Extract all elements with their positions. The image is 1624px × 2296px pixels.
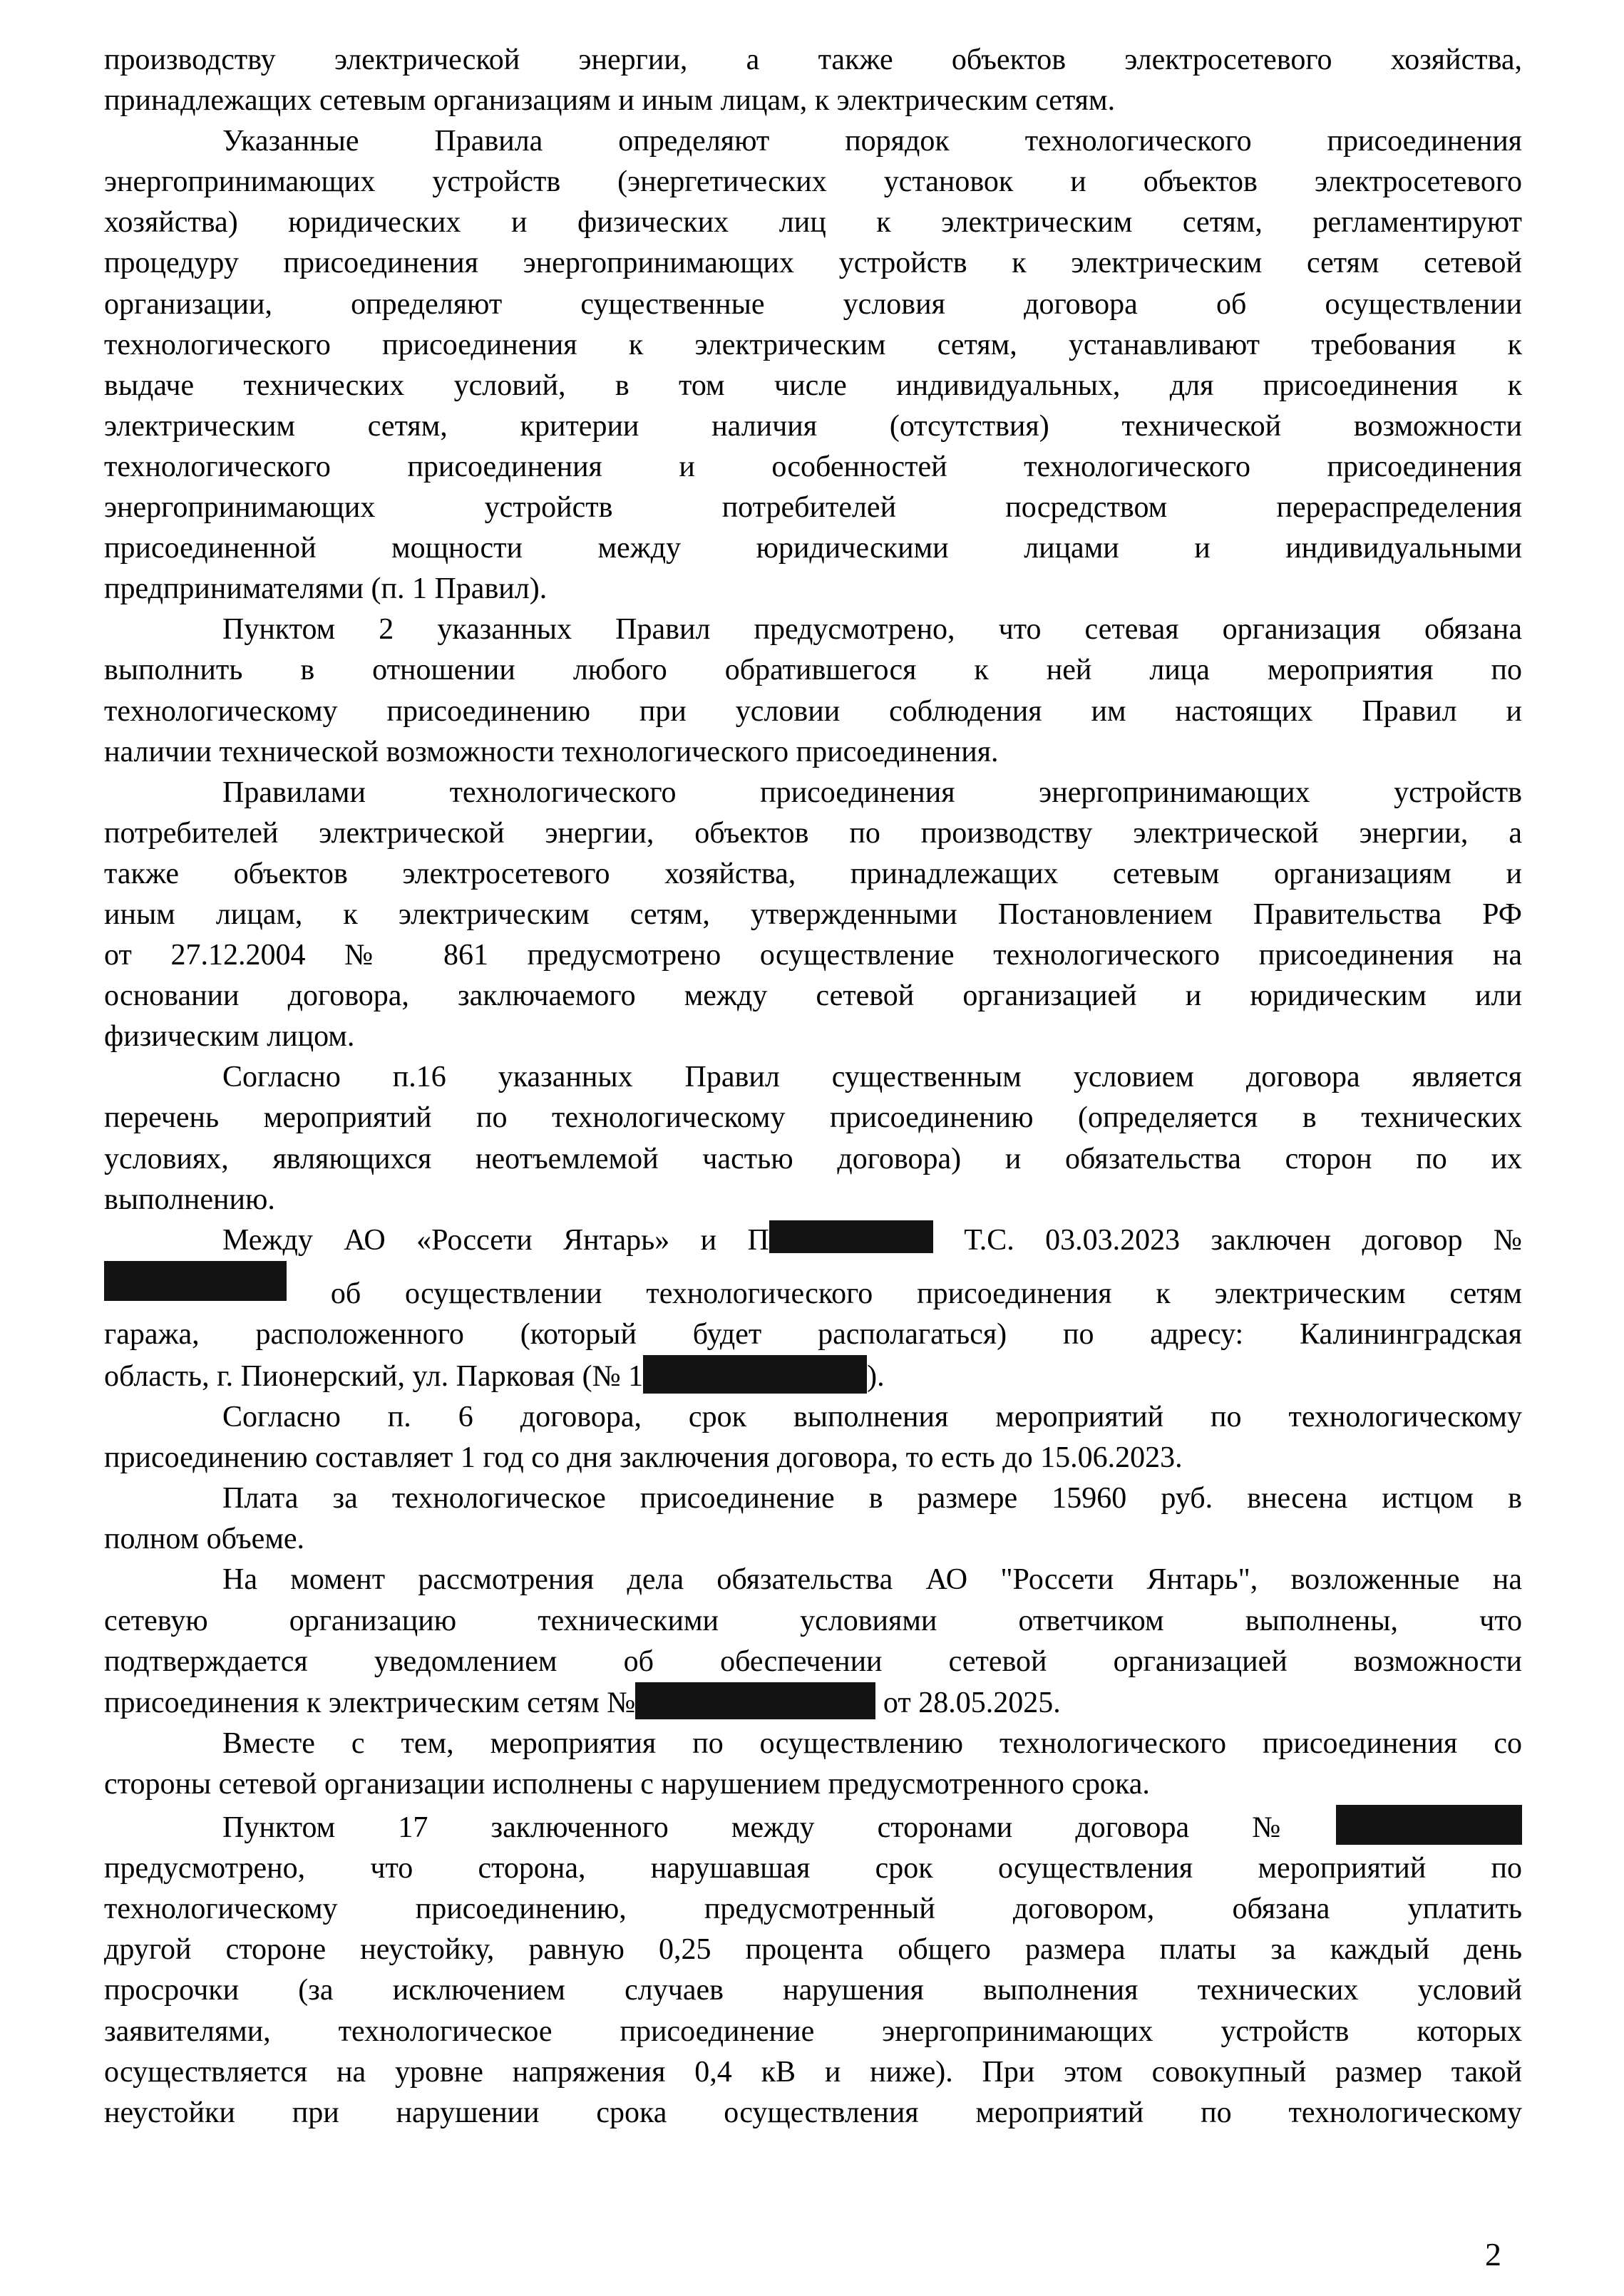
text-line: технологического присоединения к электрическим сетям, устанавливают требования к bbox=[104, 328, 1522, 361]
text-fragment: Между АО «Россети Янтарь» и П bbox=[222, 1223, 769, 1257]
text-line bbox=[104, 1682, 1522, 1724]
text-line: иным лицам, к электрическим сетям, утвержденными Постановлением Правительства РФ bbox=[104, 897, 1522, 931]
text-line: Правилами технологического присоединения энергопринимающих устройств bbox=[222, 776, 1522, 809]
text-line: выполнить в отношении любого обратившегося к ней лица мероприятия по bbox=[104, 654, 1522, 687]
paragraph bbox=[104, 609, 1522, 772]
text-line: технологическому присоединению при условии соблюдения им настоящих Правил и bbox=[104, 694, 1522, 728]
text-line: неустойки при нарушении срока осуществления мероприятий по технологическому bbox=[104, 2096, 1522, 2129]
text-line: основании договора, заключаемого между сетевой организацией и юридическим или bbox=[104, 979, 1522, 1013]
text-fragment: область, г. Пионерский, ул. Парковая (№ 1 bbox=[104, 1360, 644, 1393]
text-line: выполнению. bbox=[104, 1183, 275, 1216]
paragraph bbox=[104, 1560, 1522, 1723]
text-line: просрочки (за исключением случаев нарушения выполнения технических условий bbox=[104, 1974, 1522, 2007]
redaction-box bbox=[635, 1682, 875, 1719]
text-line: гаража, расположенного (который будет располагаться) по адресу: Калининградская bbox=[104, 1317, 1522, 1351]
text-line: энергопринимающих устройств (энергетических установок и объектов электросетевого bbox=[104, 165, 1522, 199]
text-line: Указанные Правила определяют порядок технологического присоединения bbox=[222, 125, 1522, 158]
text-line: полном объеме. bbox=[104, 1523, 305, 1556]
text-line: условиях, являющихся неотъемлемой частью договора) и обязательства сторон по их bbox=[104, 1142, 1522, 1175]
text-line: наличии технической возможности технологического присоединения. bbox=[104, 735, 999, 768]
paragraph bbox=[104, 1805, 1522, 2133]
paragraph bbox=[104, 1478, 1522, 1560]
text-line: процедуру присоединения энергопринимающих устройств к электрическим сетям сетевой bbox=[104, 247, 1522, 280]
text-line: заявителями, технологическое присоединение энергопринимающих устройств которых bbox=[104, 2014, 1522, 2048]
paragraph bbox=[104, 40, 1522, 121]
paragraph bbox=[104, 773, 1522, 1058]
text-line: электрическим сетям, критерии наличия (отсутствия) технической возможности bbox=[104, 409, 1522, 443]
text-line: присоединению составляет 1 год со дня заключения договора, то есть до 15.06.2023. bbox=[104, 1441, 1183, 1475]
text-line: осуществляется на уровне напряжения 0,4 кВ и ниже). При этом совокупный размер такой bbox=[104, 2055, 1522, 2089]
text-line: подтверждается уведомлением об обеспечении сетевой организацией возможности bbox=[104, 1644, 1522, 1678]
text-line: Плата за технологическое присоединение в размере 15960 руб. внесена истцом в bbox=[222, 1482, 1522, 1515]
text-fragment: ). bbox=[867, 1360, 885, 1393]
paragraph bbox=[104, 1220, 1522, 1397]
text-line: хозяйства) юридических и физических лиц к электрическим сетям, регламентируют bbox=[104, 206, 1522, 240]
document-body bbox=[104, 40, 1522, 2133]
text-line: присоединенной мощности между юридическими лицами и индивидуальными bbox=[104, 532, 1522, 565]
text-line: Вместе с тем, мероприятия по осуществлению технологического присоединения со bbox=[222, 1726, 1522, 1760]
text-line: выдаче технических условий, в том числе индивидуальных, для присоединения к bbox=[104, 369, 1522, 402]
text-line: предусмотрено, что сторона, нарушавшая срок осуществления мероприятий по bbox=[104, 1852, 1522, 1885]
text-line: Согласно п. 6 договора, срок выполнения мероприятий по технологическому bbox=[222, 1401, 1522, 1434]
text-fragment: Пунктом 17 заключенного между сторонами договора № bbox=[222, 1811, 1336, 1845]
text-line: организации, определяют существенные условия договора об осуществлении bbox=[104, 287, 1522, 321]
text-line bbox=[104, 1355, 1522, 1397]
text-line bbox=[104, 1805, 1522, 1848]
text-line: принадлежащих сетевым организациям и иным лицам, к электрическим сетям. bbox=[104, 84, 1116, 118]
text-line: энергопринимающих устройств потребителей посредством перераспределения bbox=[104, 491, 1522, 525]
text-fragment: об осуществлении технологического присоединения к электрическим сетям bbox=[287, 1277, 1522, 1310]
redaction-box bbox=[643, 1355, 867, 1394]
text-line: технологического присоединения и особенностей технологического присоединения bbox=[104, 450, 1522, 483]
text-fragment: от 28.05.2025. bbox=[875, 1686, 1061, 1719]
text-line bbox=[104, 1220, 1522, 1261]
paragraph bbox=[104, 1057, 1522, 1220]
paragraph bbox=[104, 1397, 1522, 1478]
text-line: производству электрической энергии, а также объектов электросетевого хозяйства, bbox=[104, 43, 1522, 76]
text-line: Пунктом 2 указанных Правил предусмотрено, что сетевая организация обязана bbox=[222, 613, 1522, 647]
paragraph bbox=[104, 121, 1522, 609]
paragraph bbox=[104, 1724, 1522, 1805]
text-fragment: Т.С. 03.03.2023 заключен договор № bbox=[932, 1223, 1523, 1257]
redaction-box bbox=[769, 1220, 933, 1253]
text-line: перечень мероприятий по технологическому присоединению (определяется в технических bbox=[104, 1101, 1522, 1135]
text-line: другой стороне неустойку, равную 0,25 процента общего размера платы за каждый день bbox=[104, 1933, 1522, 1967]
redaction-box bbox=[1336, 1805, 1522, 1845]
text-line: физическим лицом. bbox=[104, 1020, 355, 1054]
text-line: На момент рассмотрения дела обязательства АО "Россети Янтарь", возложенные на bbox=[222, 1563, 1522, 1597]
text-line: сетевую организацию техническими условиями ответчиком выполнены, что bbox=[104, 1604, 1522, 1637]
text-line: предпринимателями (п. 1 Правил). bbox=[104, 572, 548, 606]
text-line: технологическому присоединению, предусмотренный договором, обязана уплатить bbox=[104, 1893, 1522, 1926]
text-line: стороны сетевой организации исполнены с нарушением предусмотренного срока. bbox=[104, 1767, 1150, 1801]
page-number: 2 bbox=[1485, 2236, 1501, 2272]
text-line: потребителей электрической энергии, объектов по производству электрической энергии, а bbox=[104, 816, 1522, 850]
text-fragment: присоединения к электрическим сетям № bbox=[104, 1686, 636, 1719]
text-line: от 27.12.2004 № 861 предусмотрено осуществление технологического присоединения на bbox=[104, 939, 1522, 972]
redaction-box bbox=[104, 1261, 287, 1301]
text-line bbox=[104, 1261, 1522, 1314]
text-line: также объектов электросетевого хозяйства, принадлежащих сетевым организациям и bbox=[104, 857, 1522, 890]
text-line: Согласно п.16 указанных Правил существенным условием договора является bbox=[222, 1061, 1522, 1094]
